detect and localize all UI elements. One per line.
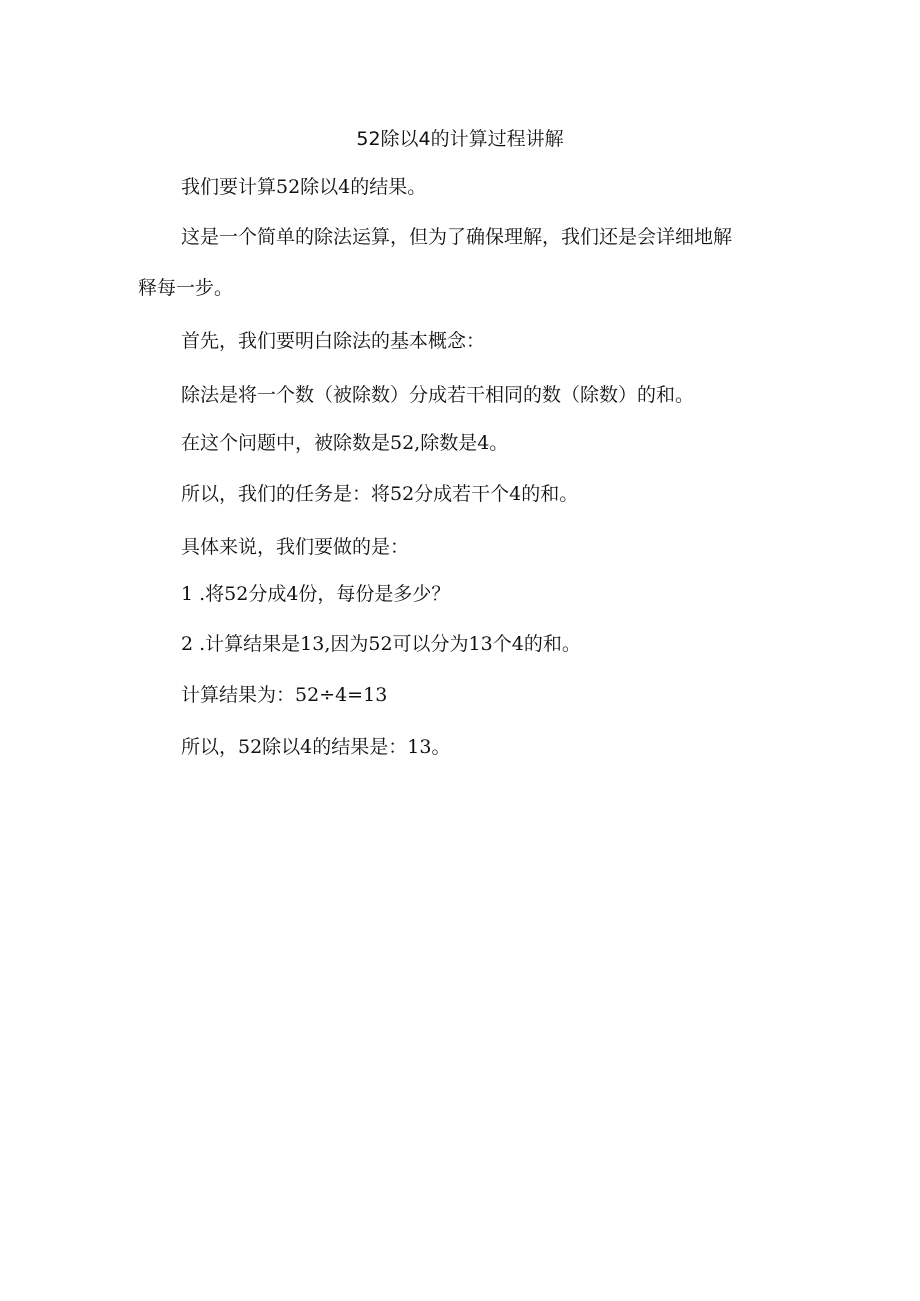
paragraph-division-definition: 除法是将一个数（被除数）分成若干相同的数（除数）的和。 bbox=[181, 384, 695, 406]
list-item-step-1: 1 .将52分成4份，每份是多少？ bbox=[181, 583, 451, 605]
list-item-step-2: 2 .计算结果是13,因为52可以分为13个4的和。 bbox=[181, 633, 581, 655]
paragraph-explanation-continued: 释每一步。 bbox=[138, 277, 234, 299]
document-title: 52除以4的计算过程讲解 bbox=[356, 128, 564, 150]
paragraph-task: 所以，我们的任务是：将52分成若干个4的和。 bbox=[181, 483, 579, 505]
paragraph-intro: 我们要计算52除以4的结果。 bbox=[181, 176, 427, 198]
paragraph-calculation-result: 计算结果为：52÷4=13 bbox=[181, 684, 388, 706]
paragraph-specifics: 具体来说，我们要做的是： bbox=[181, 536, 410, 558]
paragraph-conclusion: 所以，52除以4的结果是：13。 bbox=[181, 736, 451, 758]
paragraph-dividend-divisor: 在这个问题中，被除数是52,除数是4。 bbox=[181, 432, 509, 454]
paragraph-explanation: 这是一个简单的除法运算，但为了确保理解，我们还是会详细地解 bbox=[181, 226, 733, 248]
paragraph-concept-intro: 首先，我们要明白除法的基本概念： bbox=[181, 330, 486, 352]
